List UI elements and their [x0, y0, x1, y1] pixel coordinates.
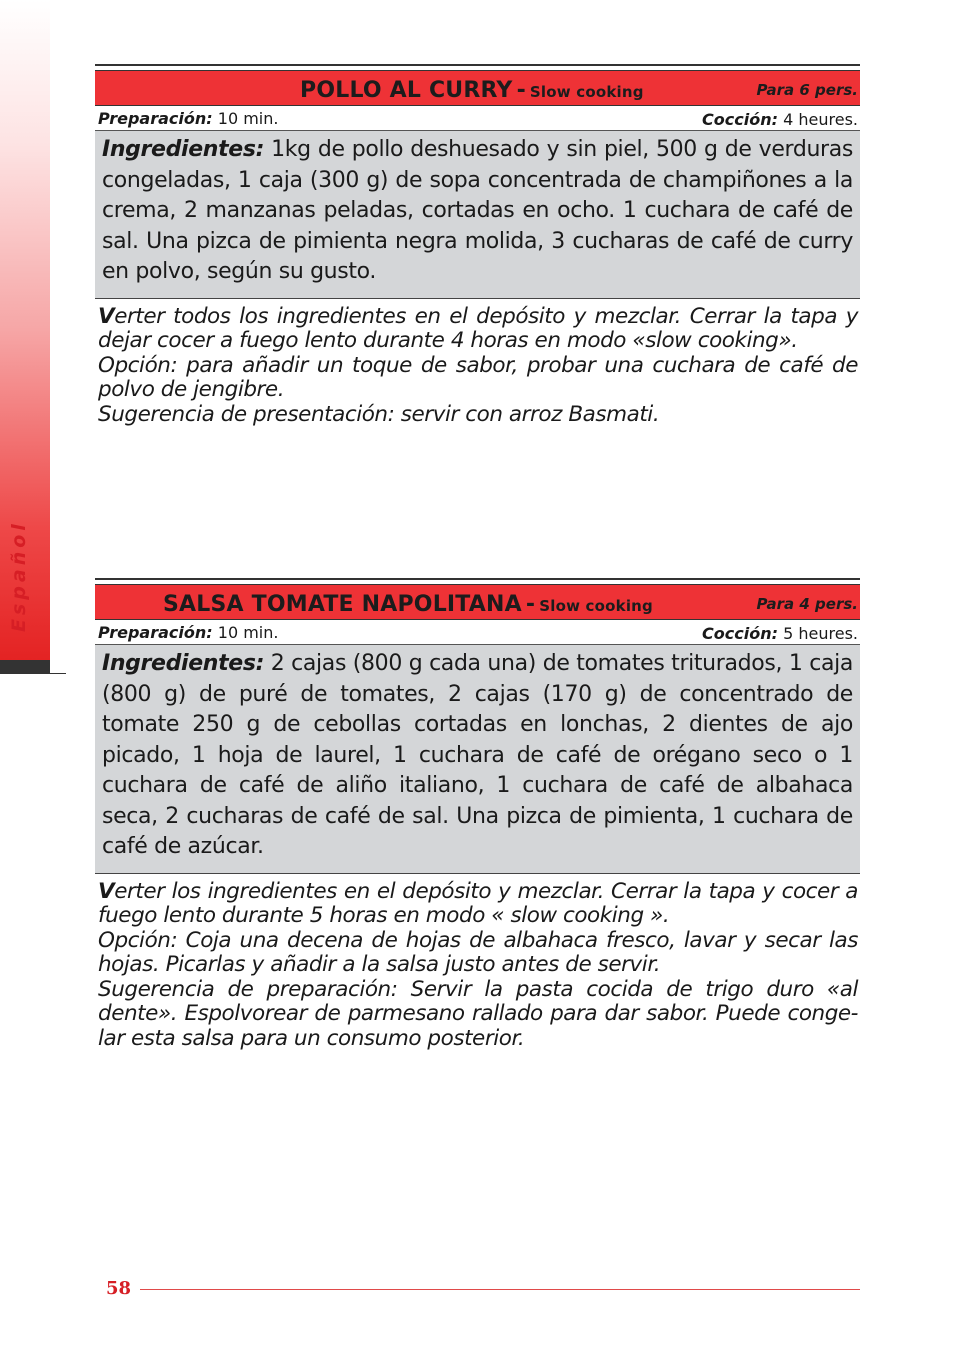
- language-label: Español: [8, 520, 30, 632]
- drop-cap: V: [98, 878, 115, 904]
- recipe-salsa-tomate-napolitana: [95, 578, 860, 1052]
- recipe-title-bar: [95, 584, 860, 620]
- meta-row: [95, 106, 860, 131]
- drop-cap: V: [98, 303, 115, 329]
- recipe-title: [163, 592, 653, 617]
- cook-label: Cocción:: [702, 110, 779, 129]
- recipe-pollo-al-curry: [95, 64, 860, 427]
- recipe-title: [300, 78, 644, 103]
- cook-label: Cocción:: [702, 624, 779, 643]
- prep-time: [98, 623, 278, 642]
- instruction-paragraph: Opción: para añadir un toque de sabor, probar una cuchara de café de polvo de jengibre.: [98, 352, 858, 403]
- cook-time: [702, 624, 858, 643]
- instruction-paragraph: Sugerencia de presentación: servir con arroz Basmati.: [98, 401, 660, 427]
- side-tab-base: [0, 660, 50, 674]
- instructions: [95, 874, 860, 1052]
- instruction-text: erter los ingredientes en el depósito y mezclar. Cerrar la tapa y cocer a fuego lento durante 5 horas en modo « slow cooking ».: [98, 878, 858, 929]
- instruction-paragraph: [98, 880, 858, 929]
- prep-time: [98, 109, 278, 128]
- prep-value: 10 min.: [217, 109, 279, 128]
- recipe-title-main: POLLO AL CURRY: [300, 78, 513, 103]
- instruction-paragraph: Opción: Coja una decena de hojas de albahaca fresco, lavar y secar las hojas. Picarlas y añadir a la salsa justo antes de servir.: [98, 927, 858, 978]
- ingredients-label: Ingredientes:: [102, 651, 265, 676]
- ingredients-label: Ingredientes:: [102, 137, 265, 162]
- title-separator: -: [525, 592, 536, 617]
- cook-time: [702, 110, 858, 129]
- top-rule: [95, 578, 860, 580]
- instruction-paragraph: Sugerencia de preparación: Servir la pasta cocida de trigo duro «al dente». Espolvorear de parmesano rallado para dar sabor. Puede conge- lar esta salsa para un consumo posterior.: [98, 976, 858, 1052]
- cook-value: 4 heures.: [783, 110, 858, 129]
- side-tab-rule: [50, 673, 66, 674]
- recipe-title-main: SALSA TOMATE NAPOLITANA: [163, 592, 522, 617]
- instruction-text: erter todos los ingredientes en el depósito y mezclar. Cerrar la tapa y dejar cocer a fuego lento durante 4 horas en modo «slow cooking».: [98, 303, 858, 354]
- instructions: [95, 299, 860, 428]
- serves-label: Para 6 pers.: [756, 81, 858, 99]
- recipe-subtitle: Slow cooking: [539, 597, 653, 615]
- page-number: 58: [106, 1278, 132, 1299]
- prep-value: 10 min.: [217, 623, 279, 642]
- cook-value: 5 heures.: [783, 624, 858, 643]
- ingredients-box: [95, 131, 860, 299]
- recipe-title-bar: [95, 70, 860, 106]
- ingredients-text: 2 cajas (800 g cada una) de tomates triturados, 1 caja (800 g) de puré de tomates, 2 cajas (170 g) de concentrado de tomate 250 g de cebollas cortadas en lonchas, 2 dientes de ajo picado, 1 hoja de laurel, 1 cuchara de café de orégano seco o 1 cuchara de café de aliño italiano, 1 cuchara de café de albahaca seca, 2 cucharas de café de sal. Una pizca de pimienta, 1 cuchara de café de azúcar.: [102, 651, 853, 859]
- instruction-paragraph: [98, 305, 858, 354]
- top-rule: [95, 64, 860, 66]
- meta-row: [95, 620, 860, 645]
- prep-label: Preparación:: [98, 623, 213, 642]
- ingredients-text: 1kg de pollo deshuesado y sin piel, 500 g de verduras congeladas, 1 caja (300 g) de sopa concentrada de champiñones a la crema, 2 manzanas peladas, cortadas en ocho. 1 cuchara de café de sal. Una pizca de pimienta negra molida, 3 cucharas de café de curry en polvo, según su gusto.: [102, 137, 853, 284]
- title-separator: -: [516, 78, 526, 103]
- footer-rule: [140, 1289, 860, 1290]
- ingredients-box: [95, 645, 860, 874]
- prep-label: Preparación:: [98, 109, 213, 128]
- recipe-subtitle: Slow cooking: [529, 83, 644, 101]
- serves-label: Para 4 pers.: [756, 595, 858, 613]
